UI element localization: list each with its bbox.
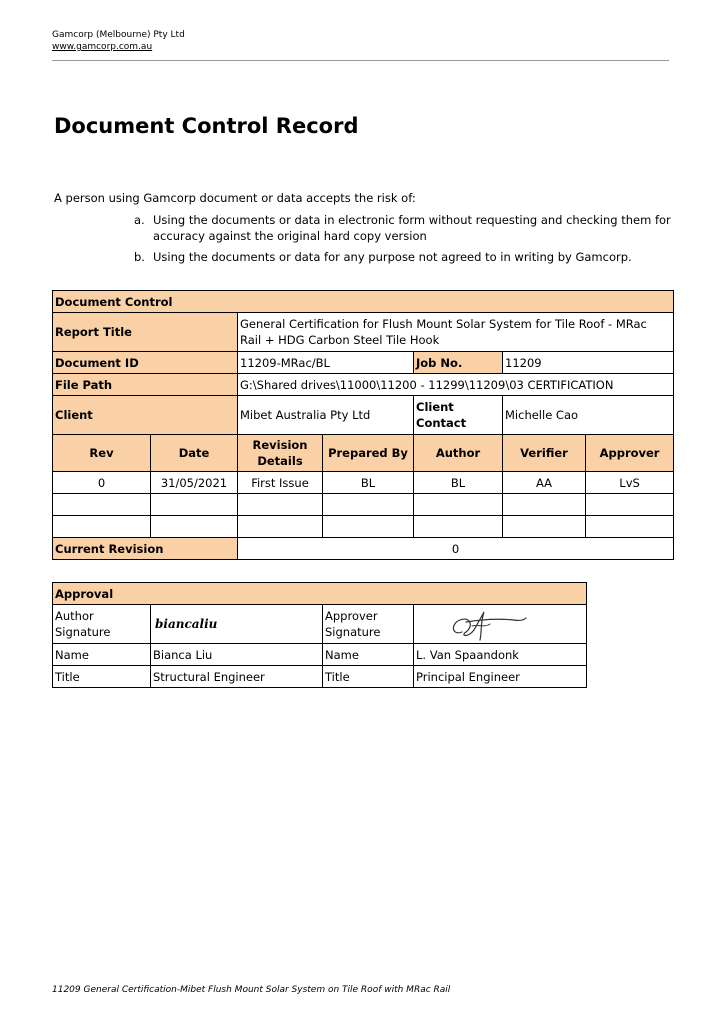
client-contact-label: Client Contact <box>414 396 503 435</box>
empty-cell <box>53 494 151 516</box>
table-row <box>53 494 674 516</box>
approver-name-value: L. Van Spaandonk <box>414 644 587 666</box>
approver-title-label: Title <box>323 666 414 688</box>
document-control-table <box>52 290 674 560</box>
rev-cell: 0 <box>53 472 151 494</box>
author-title-label: Title <box>53 666 151 688</box>
document-id-value: 11209-MRac/BL <box>238 352 414 374</box>
approver-title-value: Principal Engineer <box>414 666 587 688</box>
page-footer: 11209 General Certification-Mibet Flush Mount Solar System on Tile Roof with MRac Rail <box>52 985 451 995</box>
empty-cell <box>323 494 414 516</box>
client-contact-value: Michelle Cao <box>503 396 674 435</box>
prepared-by-cell: BL <box>323 472 414 494</box>
list-text: Using the documents or data in electronic form without requesting and checking them for accuracy against the original hard copy version <box>153 213 671 243</box>
empty-cell <box>53 516 151 538</box>
client-label: Client <box>53 396 238 435</box>
empty-cell <box>586 516 674 538</box>
column-header-revision-details: Revision Details <box>238 435 323 472</box>
empty-cell <box>503 494 586 516</box>
job-no-value: 11209 <box>503 352 674 374</box>
author-name-label: Name <box>53 644 151 666</box>
risk-intro: A person using Gamcorp document or data accepts the risk of: <box>54 191 416 205</box>
empty-cell <box>151 494 238 516</box>
column-header-prepared-by: Prepared By <box>323 435 414 472</box>
approver-signature-image <box>444 606 554 642</box>
list-item <box>134 249 674 265</box>
list-text: Using the documents or data for any purpose not agreed to in writing by Gamcorp. <box>153 250 632 264</box>
author-signature-label: Author Signature <box>53 605 151 644</box>
empty-cell <box>414 494 503 516</box>
empty-cell <box>586 494 674 516</box>
column-header-rev: Rev <box>53 435 151 472</box>
risk-list <box>134 212 674 270</box>
file-path-label: File Path <box>53 374 238 396</box>
verifier-cell: AA <box>503 472 586 494</box>
approver-name-label: Name <box>323 644 414 666</box>
approver-cell: LvS <box>586 472 674 494</box>
author-cell: BL <box>414 472 503 494</box>
column-header-verifier: Verifier <box>503 435 586 472</box>
author-title-value: Structural Engineer <box>151 666 323 688</box>
page-header <box>52 29 185 53</box>
approver-signature <box>414 605 587 644</box>
details-cell: First Issue <box>238 472 323 494</box>
approval-table <box>52 582 587 688</box>
list-item <box>134 212 674 244</box>
empty-cell <box>323 516 414 538</box>
job-no-label: Job No. <box>414 352 503 374</box>
column-header-approver: Approver <box>586 435 674 472</box>
approver-signature-label: Approver Signature <box>323 605 414 644</box>
report-title-label: Report Title <box>53 313 238 352</box>
table-row <box>53 472 674 494</box>
list-letter: a. <box>134 213 145 227</box>
company-website-link[interactable]: www.gamcorp.com.au <box>52 42 153 52</box>
column-header-date: Date <box>151 435 238 472</box>
client-value: Mibet Australia Pty Ltd <box>238 396 414 435</box>
empty-cell <box>238 494 323 516</box>
table-row <box>53 516 674 538</box>
column-header-author: Author <box>414 435 503 472</box>
list-letter: b. <box>134 250 145 264</box>
file-path-value: G:\Shared drives\11000\11200 - 11299\11209\03 CERTIFICATION <box>238 374 674 396</box>
header-divider <box>52 60 669 61</box>
empty-cell <box>151 516 238 538</box>
empty-cell <box>414 516 503 538</box>
empty-cell <box>503 516 586 538</box>
page-title: Document Control Record <box>54 114 359 138</box>
document-control-heading: Document Control <box>53 291 674 313</box>
current-revision-value: 0 <box>238 538 674 560</box>
author-signature <box>151 605 323 644</box>
author-signature-text: biancaliu <box>155 617 218 631</box>
document-id-label: Document ID <box>53 352 238 374</box>
author-name-value: Bianca Liu <box>151 644 323 666</box>
company-name: Gamcorp (Melbourne) Pty Ltd <box>52 30 185 40</box>
approval-heading: Approval <box>53 583 587 605</box>
current-revision-label: Current Revision <box>53 538 238 560</box>
empty-cell <box>238 516 323 538</box>
date-cell: 31/05/2021 <box>151 472 238 494</box>
report-title-value: General Certification for Flush Mount Solar System for Tile Roof - MRac Rail + HDG Carbon Steel Tile Hook <box>238 313 674 352</box>
